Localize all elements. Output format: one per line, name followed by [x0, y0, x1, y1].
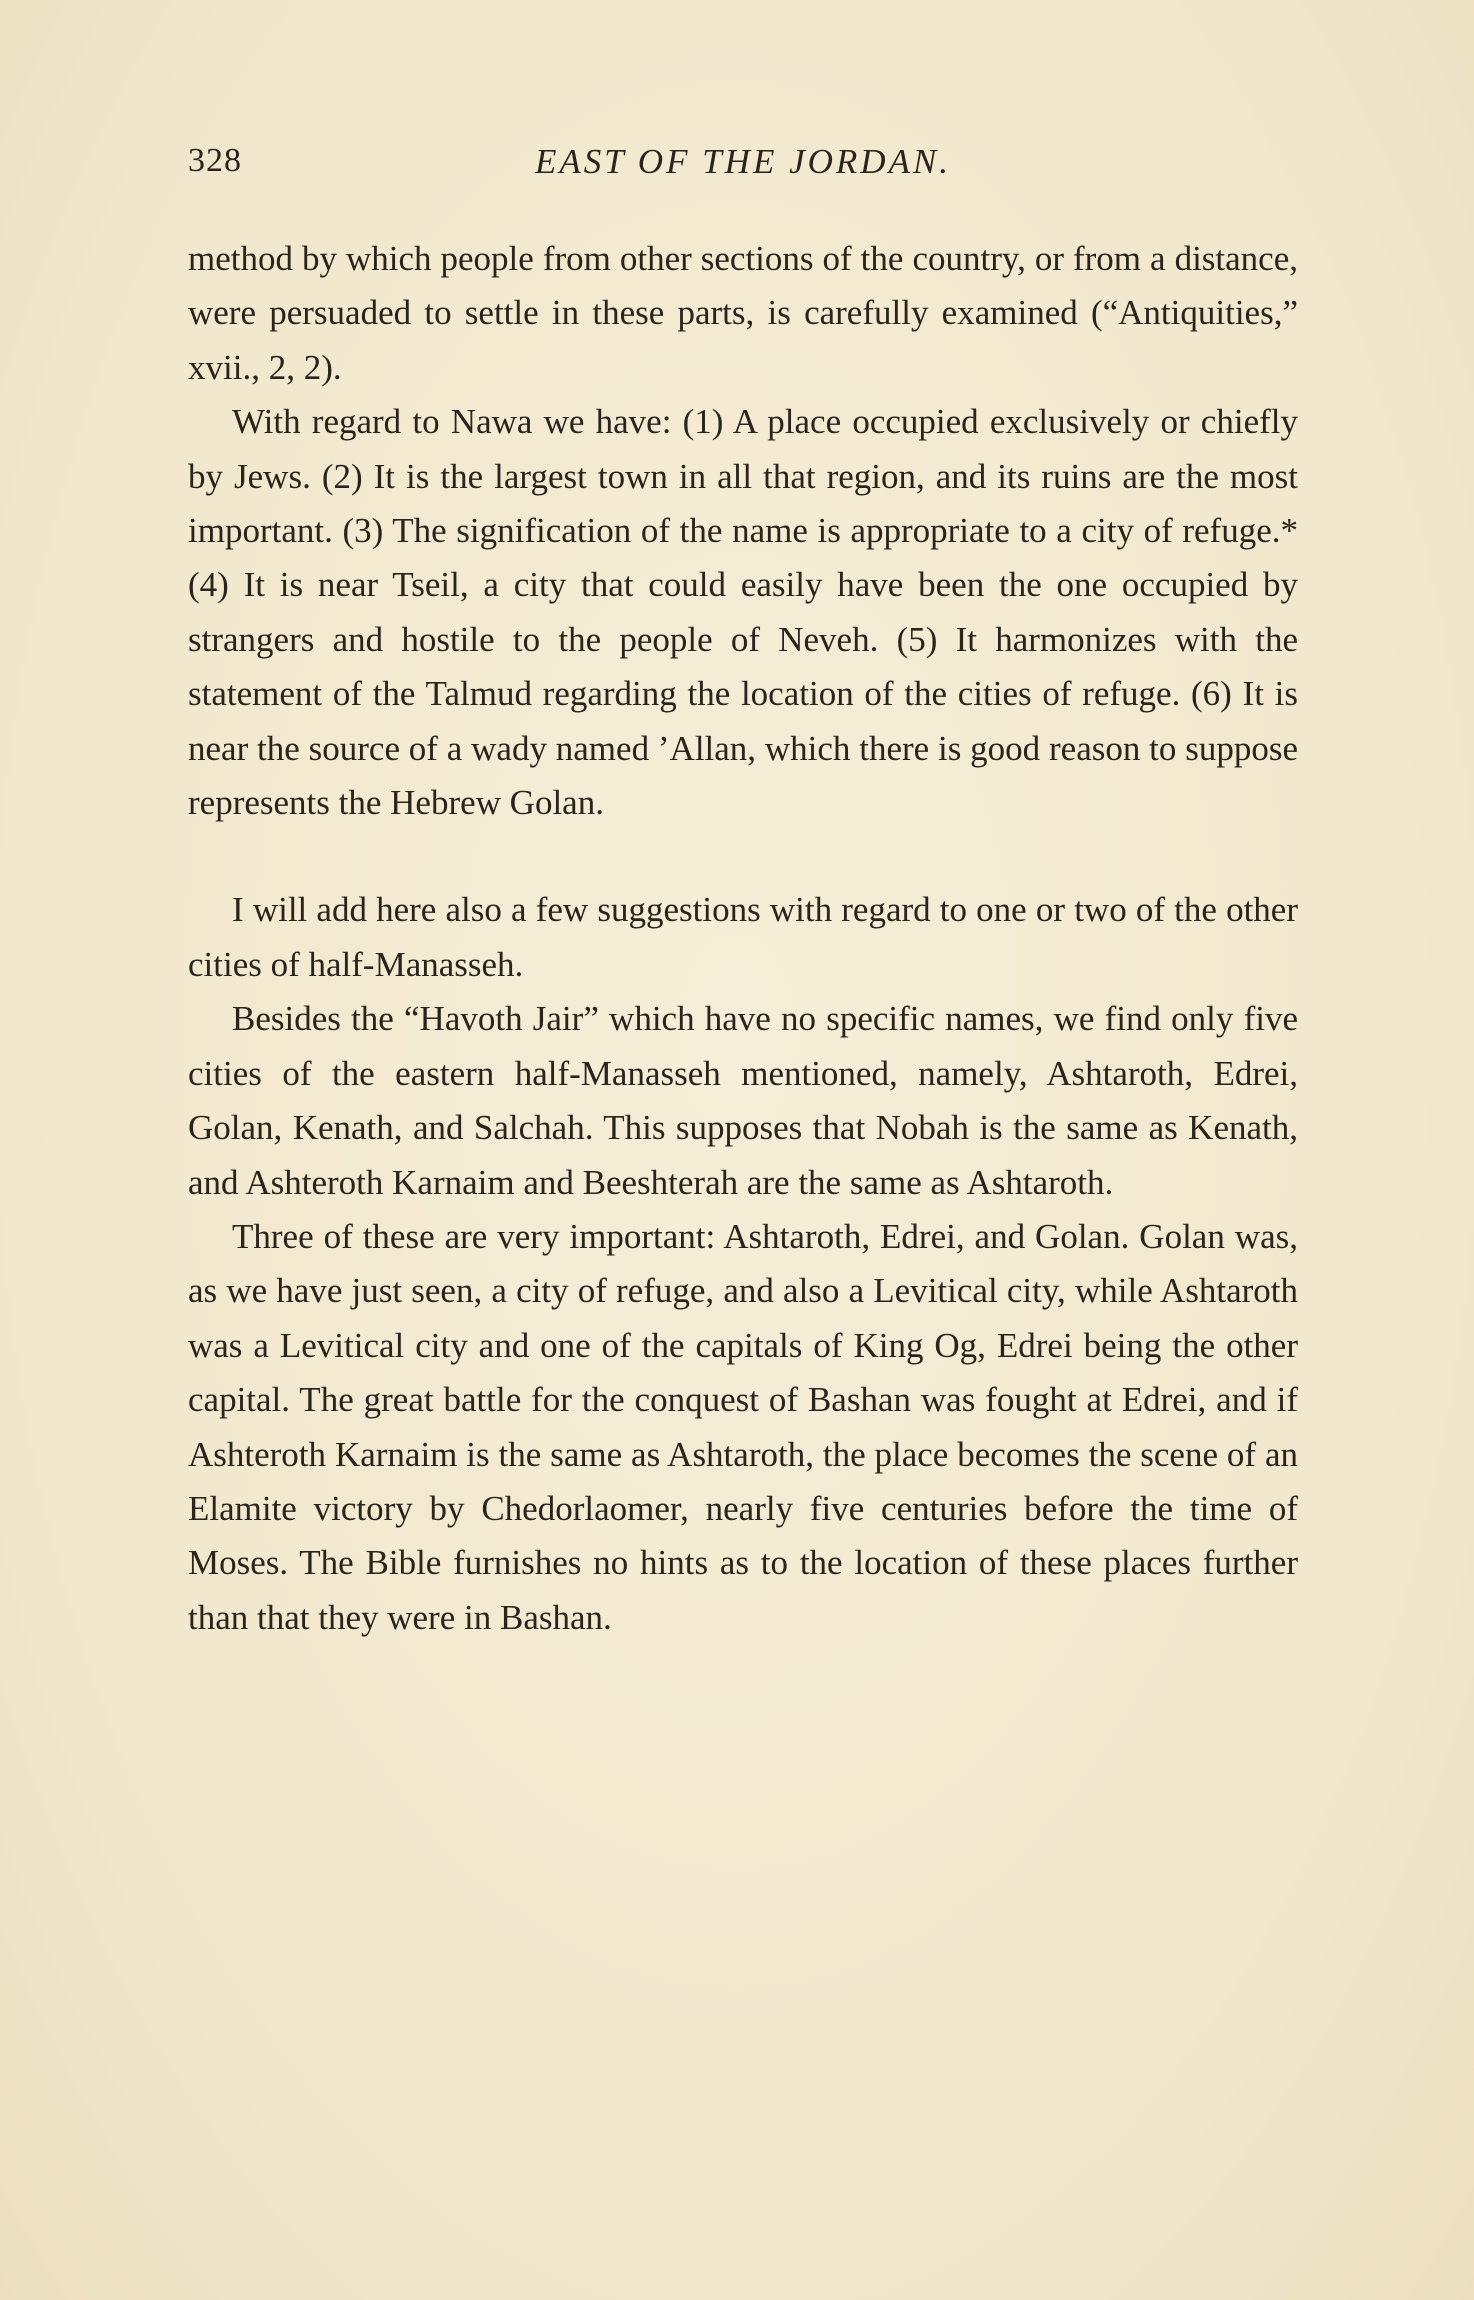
page-number: 328 — [188, 142, 242, 179]
paragraph-5: Three of these are very important: Ashtaroth, Edrei, and Golan. Golan was, as we have just seen, a city of refuge, and also a Levitical city, while Ashtaroth was a Levitical city and one of the capitals of King Og, Edrei being the other capital. The great battle for the conquest of Bashan was fought at Edrei, and if Ashteroth Karnaim is the same as Ashtaroth, the place becomes the scene of an Elamite victory by Chedorlaomer, nearly five centuries before the time of Moses. The Bible furnishes no hints as to the location of these places further than that they were in Bashan. — [188, 1216, 1298, 1637]
paragraph-4: Besides the “Havoth Jair” which have no specific names, we find only five cities of the eastern half-Manasseh mentioned, namely, Ashtaroth, Edrei, Golan, Kenath, and Salchah. This supposes that Nobah is the same as Kenath, and Ashteroth Karnaim and Beeshterah are the same as Ashtaroth. — [188, 999, 1298, 1202]
paragraph-1: method by which people from other sections of the country, or from a distance, were persuaded to settle in these parts, is carefully examined (“Antiquities,” xvii., 2, 2). — [188, 239, 1298, 387]
paragraph-3: I will add here also a few suggestions with regard to one or two of the other cities of half-Manasseh. — [188, 890, 1298, 984]
paragraph-2: With regard to Nawa we have: (1) A place occupied exclusively or chiefly by Jews. (2) It is the largest town in all that region, and its ruins are the most important. (3) The signification of the name is appropriate to a city of refuge.* (4) It is near Tseil, a city that could easily have been the one occupied by strangers and hostile to the people of Neveh. (5) It harmonizes with the statement of the Talmud regarding the location of the cities of refuge. (6) It is near the source of a wady named ’Allan, which there is good reason to suppose represents the Hebrew Golan. — [188, 402, 1298, 823]
page-header — [188, 142, 1298, 192]
section-break — [188, 830, 1298, 883]
running-title: EAST OF THE JORDAN. — [534, 142, 952, 181]
body-text — [188, 232, 1298, 1645]
